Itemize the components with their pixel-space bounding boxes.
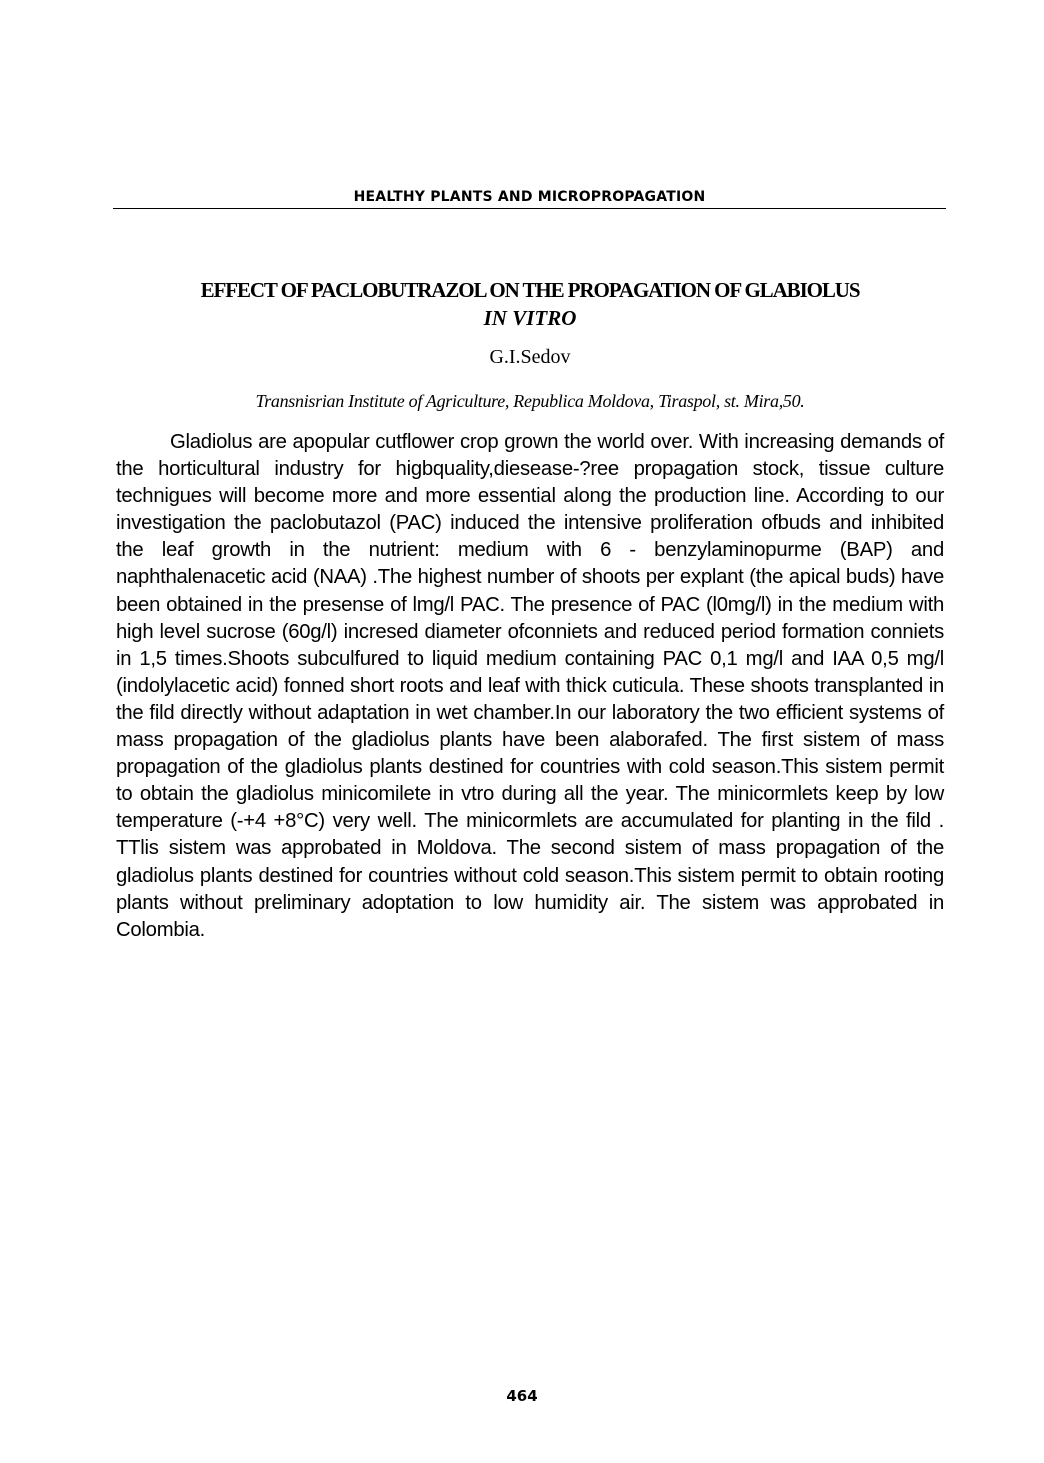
running-header: HEALTHY PLANTS AND MICROPROPAGATION	[353, 189, 706, 205]
page-number: 464	[506, 1387, 538, 1405]
article-title: EFFECT OF PACLOBUTRAZOL ON THE PROPAGATION OF GLABIOLUS	[200, 278, 860, 302]
author-affiliation: Transnisrian Institute of Agriculture, Republica Moldova, Tiraspol, st. Mira,50.	[255, 391, 805, 411]
abstract-paragraph: Gladiolus are apopular cutflower crop grown the world over. With increasing demands of the horticultural industry for higbquality,diesease-?ree propagation stock, tissue culture technigues will become more and more essential along the production line. According to our investigation the paclobutazol (PAC) induced the intensive proliferation ofbuds and inhibited the leaf growth in the nutrient: medium with 6 - benzylaminopurme (BAP) and naphthalenacetic acid (NAA) .The highest number of shoots per explant (the apical buds) have been obtained in the presense of lmg/l PAC. The presence of PAC (l0mg/l) in the medium with high level sucrose (60g/l) incresed diameter ofconniets and reduced period formation conniets in 1,5 times.Shoots subculfured to liquid medium containing PAC 0,1 mg/l and IAA 0,5 mg/l (indolylacetic acid) fonned short roots and leaf with thick cuticula. These shoots transplanted in the fild directly without adaptation in wet chamber.In our laboratory the two efficient systems of mass propagation of the gladiolus plants have been alaborafed. The first sistem of mass propagation of the gladiolus plants destined for countries with cold season.This sistem permit to obtain the gladiolus minicomilete in vtro during all the year. The minicormlets keep by low temperature (-+4 +8°C) very well. The minicormlets are accumulated for planting in the fild . TTlis sistem was approbated in Moldova. The second sistem of mass propagation of the gladiolus plants destined for countries without cold season.This sistem permit to obtain rooting plants without preliminary adoptation to low humidity air. The sistem was approbated in Colombia.	[116, 431, 944, 941]
author-name: G.I.Sedov	[489, 346, 571, 368]
header-rule	[113, 208, 946, 209]
article-title-italic: IN VITRO	[483, 306, 577, 330]
